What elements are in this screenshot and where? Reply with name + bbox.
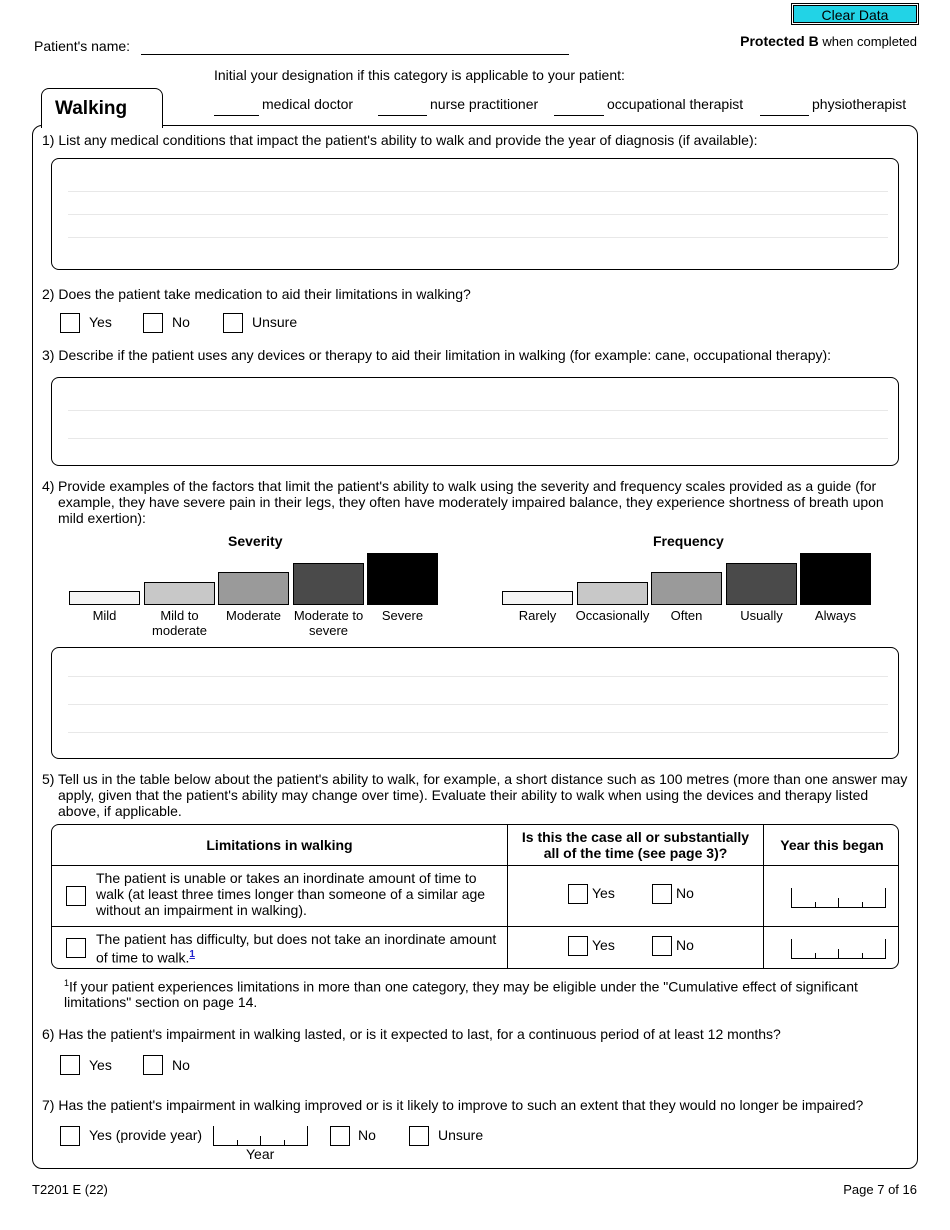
protected-b-notice <box>740 33 917 49</box>
designation-np: nurse practitioner <box>430 96 539 112</box>
q7-no-label: No <box>358 1127 376 1143</box>
designation-md: medical doctor <box>262 96 354 112</box>
frequency-bar-4 <box>726 563 797 605</box>
severity-label-3: Moderate <box>226 608 281 623</box>
col-header-year: Year this began <box>764 825 899 866</box>
q7-year-label: Year <box>246 1146 275 1162</box>
frequency-bar-5 <box>800 553 871 605</box>
row1-text: The patient is unable or takes an inordinate amount of time to walk (at least three times longer than someone of a similar age without an impairment in walking). <box>96 870 486 918</box>
q1-textarea[interactable] <box>51 158 899 270</box>
q2-no-label: No <box>172 314 190 330</box>
severity-bar-4 <box>293 563 364 605</box>
q7-unsure-label: Unsure <box>438 1127 484 1143</box>
frequency-label-2: Occasionally <box>575 608 650 623</box>
row1-year-cell <box>764 866 899 927</box>
q4-number: 4) <box>42 478 55 494</box>
q3-textarea[interactable] <box>51 377 899 466</box>
severity-label-4: Moderate to severe <box>293 608 364 638</box>
row2-answer-cell <box>508 927 764 969</box>
row1-answer-cell <box>508 866 764 927</box>
q7-yes-label: Yes (provide year) <box>89 1127 203 1143</box>
limitations-table <box>51 824 899 969</box>
row1-no-label: No <box>676 885 694 901</box>
footnote-text: If your patient experiences limitations in more than one category, they may be eligible under the "Cumulative effect of significant limitations" section on page 14. <box>64 978 858 1010</box>
q5-number: 5) <box>42 771 55 787</box>
q4-textarea[interactable] <box>51 647 899 759</box>
severity-bar-3 <box>218 572 289 605</box>
designation-initial-np[interactable] <box>378 100 427 116</box>
patient-name-label: Patient's name: <box>34 38 131 54</box>
q6-yes-checkbox[interactable] <box>60 1055 80 1075</box>
row1-no-checkbox[interactable] <box>652 884 672 904</box>
section-tab-walking: Walking <box>41 88 163 128</box>
q6-text: 6) Has the patient's impairment in walking lasted, or is it expected to last, for a continuous period of at least 12 months? <box>42 1026 781 1042</box>
frequency-title: Frequency <box>653 533 724 549</box>
frequency-label-3: Often <box>670 608 703 623</box>
row2-text: The patient has difficulty, but does not take an inordinate amount of time to walk. <box>96 931 497 966</box>
row2-yes-checkbox[interactable] <box>568 936 588 956</box>
row2-checkbox[interactable] <box>66 938 86 958</box>
q7-unsure-checkbox[interactable] <box>409 1126 429 1146</box>
row2-footnote-link[interactable]: 1 <box>189 949 195 960</box>
q2-no-checkbox[interactable] <box>143 313 163 333</box>
q3-text: 3) Describe if the patient uses any devices or therapy to aid their limitation in walking (for example: cane, occupational therapy): <box>42 347 832 363</box>
severity-bar-5 <box>367 553 438 605</box>
severity-title: Severity <box>228 533 283 549</box>
row2-text-wrap <box>96 931 502 966</box>
col-header-limitations: Limitations in walking <box>52 825 508 866</box>
row1-year-input[interactable] <box>791 888 886 908</box>
q2-yes-checkbox[interactable] <box>60 313 80 333</box>
designation-prompt: Initial your designation if this category is applicable to your patient: <box>214 67 625 83</box>
severity-bar-2 <box>144 582 215 605</box>
q5-text: Tell us in the table below about the patient's ability to walk, for example, a short distance such as 100 metres (more than one answer may apply, given that the patient's ability may change over time). Evaluate their ability to walk when using the devices and therapy listed above, if applicable. <box>58 771 908 819</box>
q2-unsure-checkbox[interactable] <box>223 313 243 333</box>
severity-label-5: Severe <box>381 608 424 623</box>
footnote <box>64 976 884 1010</box>
q6-yes-label: Yes <box>89 1057 112 1073</box>
severity-label-1: Mild <box>92 608 117 623</box>
frequency-bar-1 <box>502 591 573 605</box>
row1-checkbox[interactable] <box>66 886 86 906</box>
row2-no-checkbox[interactable] <box>652 936 672 956</box>
row2-year-input[interactable] <box>791 939 886 959</box>
q7-year-input[interactable] <box>213 1126 308 1146</box>
q7-text: 7) Has the patient's impairment in walking improved or is it likely to improve to such an extent that they would no longer be impaired? <box>42 1097 864 1113</box>
q2-unsure-label: Unsure <box>252 314 298 330</box>
protected-b-suffix: when completed <box>818 34 917 49</box>
row1-yes-label: Yes <box>592 885 615 901</box>
q2-yes-label: Yes <box>89 314 112 330</box>
row1-yes-checkbox[interactable] <box>568 884 588 904</box>
q7-yes-checkbox[interactable] <box>60 1126 80 1146</box>
row2-year-cell <box>764 927 899 969</box>
designation-ot: occupational therapist <box>607 96 744 112</box>
q2-text: 2) Does the patient take medication to aid their limitations in walking? <box>42 286 471 302</box>
designation-initial-ot[interactable] <box>554 100 604 116</box>
frequency-label-5: Always <box>814 608 857 623</box>
designation-initial-md[interactable] <box>214 100 259 116</box>
clear-data-button[interactable]: Clear Data <box>793 5 917 23</box>
q4-text: Provide examples of the factors that limit the patient's ability to walk using the severity and frequency scales provided as a guide (for example, they have severe pain in their legs, they often have moderately impaired balance, they experience shortness of breath upon mild exertion): <box>58 478 884 526</box>
row2-yes-label: Yes <box>592 937 615 953</box>
patient-name-field[interactable] <box>141 40 569 55</box>
severity-label-2: Mild to moderate <box>152 608 207 638</box>
table-row-1-cell <box>52 866 508 927</box>
row2-no-label: No <box>676 937 694 953</box>
table-row-2-cell <box>52 927 508 969</box>
q7-no-checkbox[interactable] <box>330 1126 350 1146</box>
footnote-mark: 1 <box>64 978 70 988</box>
form-id: T2201 E (22) <box>32 1182 108 1197</box>
frequency-label-1: Rarely <box>518 608 557 623</box>
severity-bar-1 <box>69 591 140 605</box>
frequency-label-4: Usually <box>740 608 783 623</box>
frequency-bar-3 <box>651 572 722 605</box>
q1-text: 1) List any medical conditions that impact the patient's ability to walk and provide the year of diagnosis (if available): <box>42 132 758 148</box>
designation-initial-pt[interactable] <box>760 100 809 116</box>
page-number: Page 7 of 16 <box>843 1182 917 1197</box>
col-header-all-time: Is this the case all or substantially all of the time (see page 3)? <box>508 825 764 866</box>
frequency-bar-2 <box>577 582 648 605</box>
q6-no-checkbox[interactable] <box>143 1055 163 1075</box>
q6-no-label: No <box>172 1057 190 1073</box>
protected-b-label: Protected B <box>740 33 819 49</box>
designation-pt: physiotherapist <box>812 96 907 112</box>
